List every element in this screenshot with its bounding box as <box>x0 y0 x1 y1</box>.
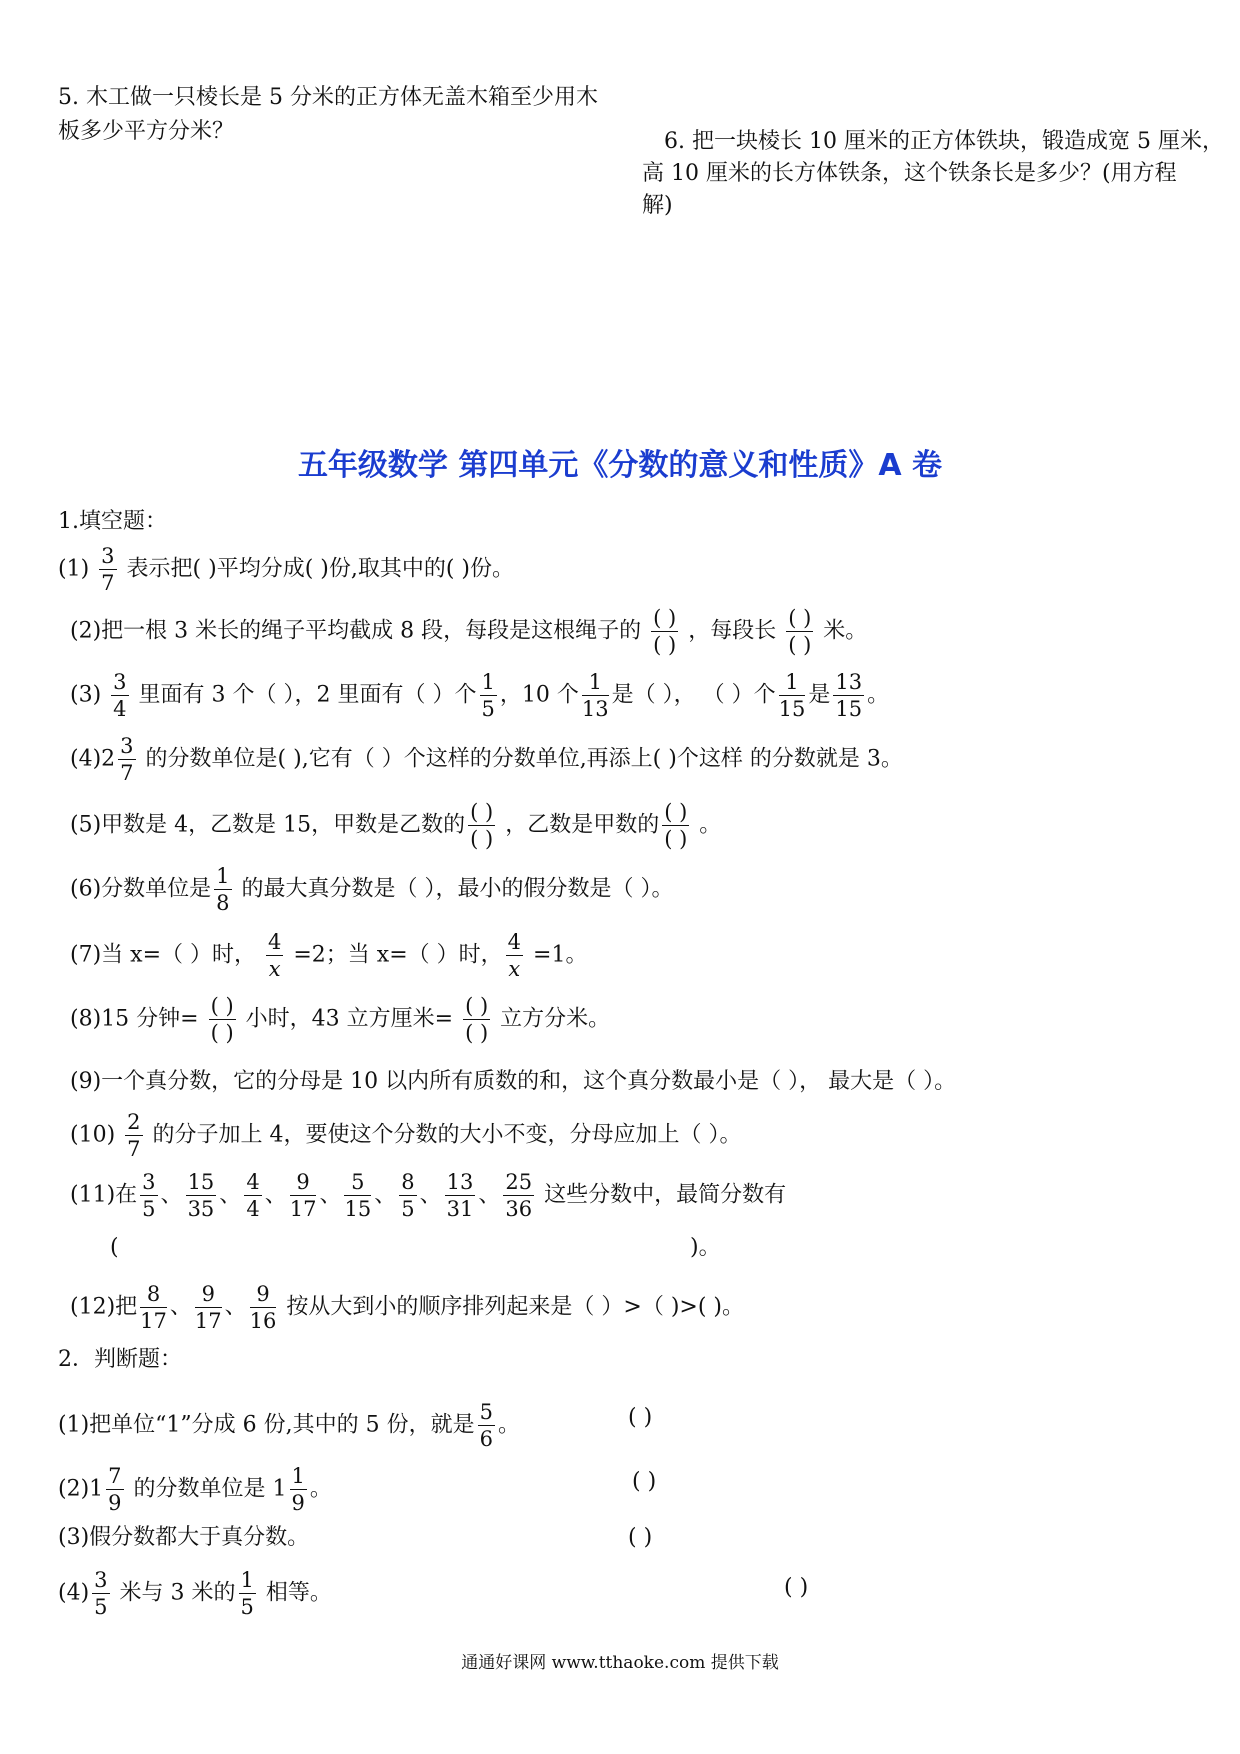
fraction: $\frac{4}{x}$ <box>268 930 282 981</box>
q6-line1: 6. 把一块棱长 10 厘米的正方体铁块，锻造成宽 5 厘米， <box>664 129 1224 154</box>
fraction: $\frac{1}{13}$ <box>581 670 609 721</box>
blank-fraction[interactable]: $\frac{( )}{( )}$ <box>210 994 234 1045</box>
separator: 、 <box>219 1182 242 1208</box>
q6-line3: 解) <box>642 193 673 218</box>
blank-fraction[interactable]: $\frac{( )}{( )}$ <box>465 994 489 1045</box>
fraction: $\frac{4}{4}$ <box>246 1170 260 1221</box>
fraction: $\frac{3}{4}$ <box>113 670 127 721</box>
question-7: (7)当 x=（ ）时， $\frac{4}{x}$ =2；当 x=（ ）时， $\frac{4}{x}$ =1。 <box>70 930 588 981</box>
question-11-blank-open: ( <box>110 1235 119 1260</box>
fraction: $\frac{3}{5}$ <box>142 1170 156 1221</box>
blank-fraction[interactable]: $\frac{( )}{( )}$ <box>653 606 677 657</box>
fraction: $\frac{9}{17}$ <box>194 1282 222 1333</box>
question-11: (11)在 $\frac{3}{5}$ 、 $\frac{15}{35}$ 、 $\frac{4}{4}$ 、 $\frac{9}{17}$ 、 $\frac{5}{15}$ 、 $\frac{8}{5}$ 、 $\frac{13}{31}$ 、 $\frac{25}{36}$ 这些分数中，最简分数有 <box>70 1170 787 1221</box>
question-11-blank-close: )。 <box>690 1235 721 1260</box>
question-9: (9)一个真分数，它的分母是 10 以内所有质数的和，这个真分数最小是（ ）， 最大是（ ）。 <box>70 1069 957 1094</box>
fraction: $\frac{7}{9}$ <box>108 1464 122 1515</box>
section2-heading: 2．判断题： <box>58 1347 182 1372</box>
fraction: $\frac{3}{7}$ <box>120 734 134 785</box>
separator: 、 <box>264 1182 287 1208</box>
question-4: (4)2 $\frac{3}{7}$ 的分数单位是( ),它有（ ）个这样的分数单位,再添上( )个这样 的分数就是 3。 <box>70 734 903 785</box>
question-1: (1) $\frac{3}{7}$ 表示把( )平均分成( )份,取其中的( )份。 <box>58 544 515 595</box>
question-8: (8)15 分钟= $\frac{( )}{( )}$ 小时，43 立方厘米= $\frac{( )}{( )}$ 立方分米。 <box>70 994 611 1045</box>
fraction: $\frac{9}{17}$ <box>289 1170 317 1221</box>
judgment-3: (3)假分数都大于真分数。 <box>58 1525 310 1550</box>
fraction: $\frac{1}{5}$ <box>481 670 495 721</box>
question-2: (2)把一根 3 米长的绳子平均截成 8 段，每段是这根绳子的 $\frac{( )}{( )}$ ，每段长 $\frac{( )}{( )}$ 米。 <box>70 606 868 657</box>
blank-fraction[interactable]: $\frac{( )}{( )}$ <box>664 800 688 851</box>
fraction: $\frac{3}{5}$ <box>94 1568 108 1619</box>
fraction: $\frac{4}{x}$ <box>507 930 522 981</box>
fraction: $\frac{13}{15}$ <box>835 670 863 721</box>
fraction: $\frac{25}{36}$ <box>505 1170 533 1221</box>
judgment-4-answer[interactable]: ( ) <box>784 1575 809 1600</box>
question-5: (5)甲数是 4，乙数是 15，甲数是乙数的 $\frac{( )}{( )}$ ，乙数是甲数的 $\frac{( )}{( )}$ 。 <box>70 800 722 851</box>
fraction: $\frac{1}{15}$ <box>778 670 806 721</box>
blank-fraction[interactable]: $\frac{( )}{( )}$ <box>470 800 494 851</box>
separator: 、 <box>319 1182 342 1208</box>
fraction: $\frac{8}{17}$ <box>140 1282 167 1333</box>
q5-line1: 5. 木工做一只棱长是 5 分米的正方体无盖木箱至少用木 <box>58 85 598 110</box>
judgment-2: (2)1 $\frac{7}{9}$ 的分数单位是 1 $\frac{1}{9}$ 。 <box>58 1464 332 1515</box>
separator: 、 <box>478 1182 501 1208</box>
judgment-1: (1)把单位“1”分成 6 份,其中的 5 份，就是 $\frac{5}{6}$ 。 <box>58 1400 521 1451</box>
fraction: $\frac{3}{7}$ <box>101 544 115 595</box>
question-12: (12)把 $\frac{8}{17}$ 、 $\frac{9}{17}$ 、 $\frac{9}{16}$ 按从大到小的顺序排列起来是（ ）>（ )>( )。 <box>70 1282 745 1333</box>
separator: 、 <box>419 1182 442 1208</box>
q6-line2: 高 10 厘米的长方体铁条，这个铁条长是多少？(用方程 <box>642 161 1177 186</box>
judgment-2-answer[interactable]: ( ) <box>632 1469 657 1494</box>
judgment-4: (4) $\frac{3}{5}$ 米与 3 米的 $\frac{1}{5}$ 相等。 <box>58 1568 332 1619</box>
question-10: (10) $\frac{2}{7}$ 的分子加上 4，要使这个分数的大小不变，分母应加上（ ）。 <box>70 1110 742 1161</box>
separator: 、 <box>160 1182 183 1208</box>
question-3: (3) $\frac{3}{4}$ 里面有 3 个（ ），2 里面有（ ）个 $\frac{1}{5}$ ，10 个 $\frac{1}{13}$ 是（ ）， （ ）个 $\frac{1}{15}$ 是 $\frac{13}{15}$ 。 <box>70 670 890 721</box>
judgment-1-answer[interactable]: ( ) <box>628 1405 653 1430</box>
page-title: 五年级数学 第四单元《分数的意义和性质》A 卷 <box>297 448 943 483</box>
q5-line2: 板多少平方分米？ <box>58 119 235 144</box>
footer: 通通好课网 www.tthaoke.com 提供下载 <box>461 1653 779 1673</box>
fraction: $\frac{1}{5}$ <box>240 1568 254 1619</box>
fraction: $\frac{13}{31}$ <box>446 1170 474 1221</box>
fraction: $\frac{1}{8}$ <box>216 864 230 915</box>
fraction: $\frac{5}{15}$ <box>344 1170 372 1221</box>
fraction: $\frac{9}{16}$ <box>249 1282 277 1333</box>
question-6: (6)分数单位是 $\frac{1}{8}$ 的最大真分数是（ ），最小的假分数是（ ）。 <box>70 864 674 915</box>
fraction: $\frac{15}{35}$ <box>187 1170 215 1221</box>
fraction: $\frac{1}{9}$ <box>291 1464 305 1515</box>
fraction: $\frac{5}{6}$ <box>479 1400 493 1451</box>
judgment-3-answer[interactable]: ( ) <box>628 1525 653 1550</box>
fraction: $\frac{8}{5}$ <box>401 1170 415 1221</box>
separator: 、 <box>374 1182 397 1208</box>
blank-fraction[interactable]: $\frac{( )}{( )}$ <box>788 606 812 657</box>
section1-heading: 1.填空题： <box>58 509 167 534</box>
fraction: $\frac{2}{7}$ <box>127 1110 141 1161</box>
